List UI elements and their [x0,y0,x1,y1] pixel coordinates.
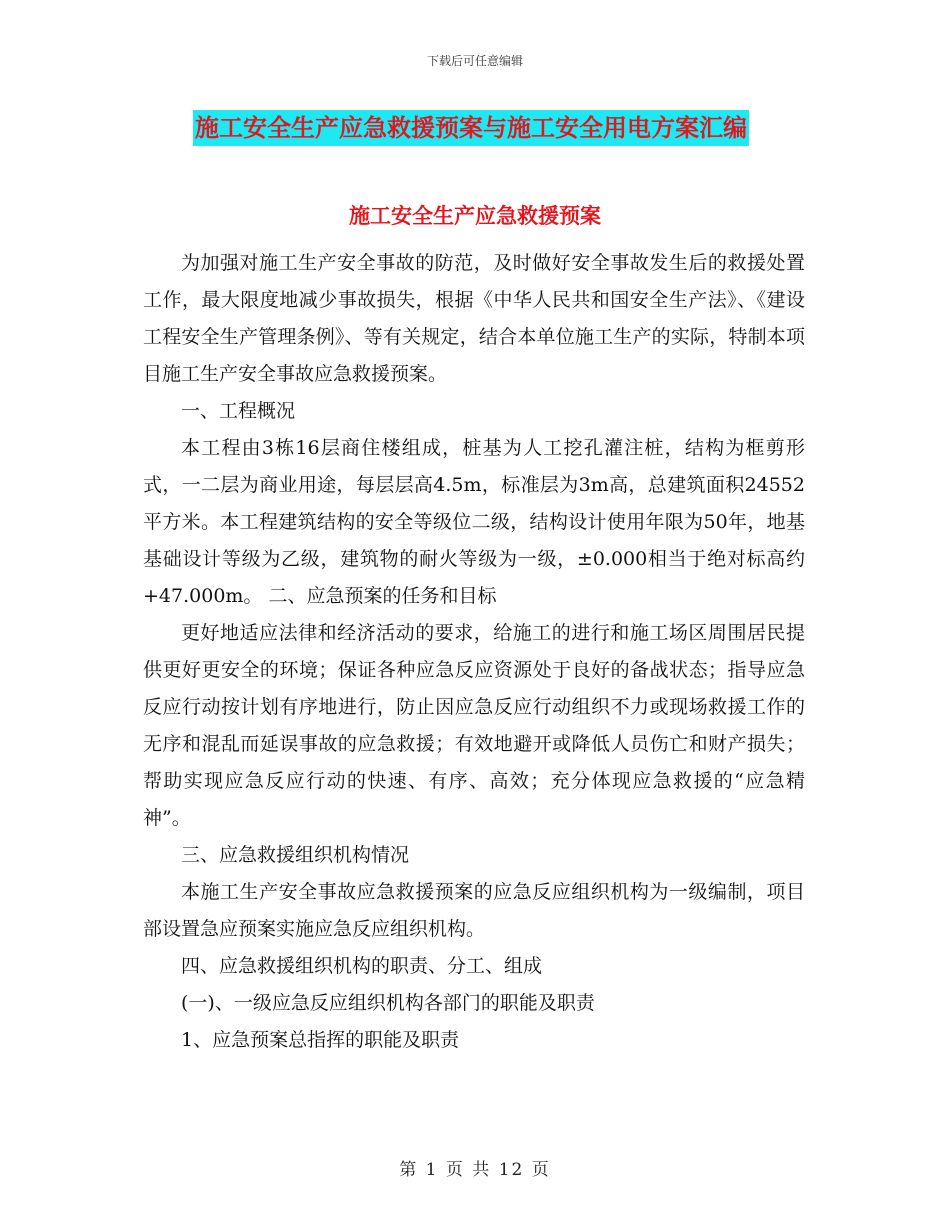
section-title: 施工安全生产应急救援预案 [349,203,601,228]
paragraph-tasks-and-goals: 更好地适应法律和经济活动的要求，给施工的进行和施工场区周围居民提供更好更安全的环境；保证各种应急反应资源处于良好的备战状态；指导应急反应行动按计划有序地进行，防止因应急反应行动组织不力或现场救援工作的无序和混乱而延误事故的应急救援；有效地避开或降低人员伤亡和财产损失；帮助实现应急反应行动的快速、有序、高效；充分体现应急救援的“应急精神”。 [143,622,805,829]
heading-project-overview: 一、工程概况 [181,400,296,422]
paragraph-project-overview: 本工程由3栋16层商住楼组成，桩基为人工挖孔灌注桩，结构为框剪形式，一二层为商业用途，每层层高4.5m，标准层为3m高，总建筑面积24552平方米。本工程建筑结构的安全等级位二级，结构设计使用年限为50年，地基基础设计等级为乙级，建筑物的耐火等级为一级，±0.000相当于绝对标高约+47.000m。 二、应急预案的任务和目标 [143,437,805,607]
heading-commander-duties: 1、应急预案总指挥的职能及职责 [181,1029,460,1051]
heading-level-one-duties: (一)、一级应急反应组织机构各部门的职能及职责 [181,992,595,1014]
paragraph-organization: 本施工生产安全事故应急救援预案的应急反应组织机构为一级编制，项目部设置急应预案实施应急反应组织机构。 [143,881,805,940]
document-title: 施工安全生产应急救援预案与施工安全用电方案汇编 [193,110,749,146]
page-footer: 第 1 页 共 12 页 [399,1160,551,1180]
paragraph-intro: 为加强对施工生产安全事故的防范，及时做好安全事故发生后的救援处置工作，最大限度地减少事故损失，根据《中华人民共和国安全生产法》、《建设工程安全生产管理条例》、等有关规定，结合本单位施工生产的实际，特制本项目施工生产安全事故应急救援预案。 [143,252,805,385]
document-body [143,245,805,1059]
heading-organization: 三、应急救援组织机构情况 [181,844,410,866]
page-header: 下载后可任意编辑 [426,54,523,68]
heading-duties: 四、应急救援组织机构的职责、分工、组成 [181,955,543,977]
